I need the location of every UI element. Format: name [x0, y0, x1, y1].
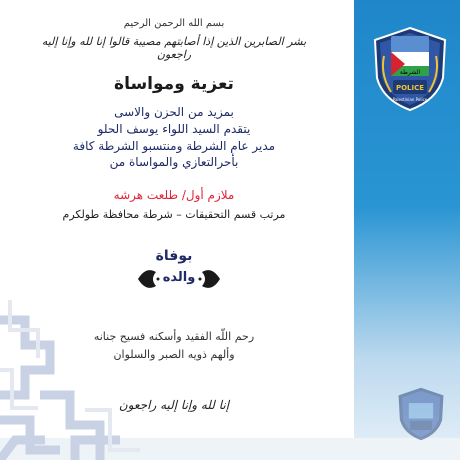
quran-verse-calligraphy: بشر الصابرين الذين إذا أصابتهم مصيبة قالوا إنا لله وإنا إليه راجعون [41, 35, 307, 61]
prayer-line-2: وألهم ذويه الصبر والسلوان [113, 348, 235, 361]
body-line-4: بأحرالتعازي والمواساة من [109, 155, 239, 169]
prayer-line-1: رحم اللّه الفقيد وأسكنه فسيح جنانه [93, 330, 255, 343]
body-line-3: مدير عام الشرطة ومنتسبو الشرطة كافة [72, 139, 276, 153]
card-title: تعزية ومواساة [114, 74, 234, 94]
death-label: بوفاة [155, 248, 193, 264]
emblem-subtitle: Palestinian Police [392, 97, 428, 102]
body-line-1: بمزيد من الحزن والاسى [114, 105, 234, 119]
police-emblem-watermark-icon [396, 386, 446, 442]
deceased-relation: والده [162, 270, 196, 285]
basmala: بسم الله الرحمن الرحيم [123, 18, 225, 29]
deceased-relation-frame [134, 264, 224, 294]
closing-verse-calligraphy: إنا لله وإنا إليه راجعون [118, 398, 230, 412]
body-line-2: يتقدم السيد اللواء يوسف الحلو [97, 122, 251, 136]
police-emblem-icon [371, 26, 449, 112]
emblem-english-label: POLICE [395, 84, 425, 92]
emblem-arabic-label: الشرطة [399, 69, 421, 76]
geometric-ornament [0, 300, 150, 460]
officer-unit: مرتب قسم التحقيقات – شرطة محافظة طولكرم [62, 208, 286, 221]
officer-name: ملازم أول/ طلعت هرشه [113, 188, 235, 202]
